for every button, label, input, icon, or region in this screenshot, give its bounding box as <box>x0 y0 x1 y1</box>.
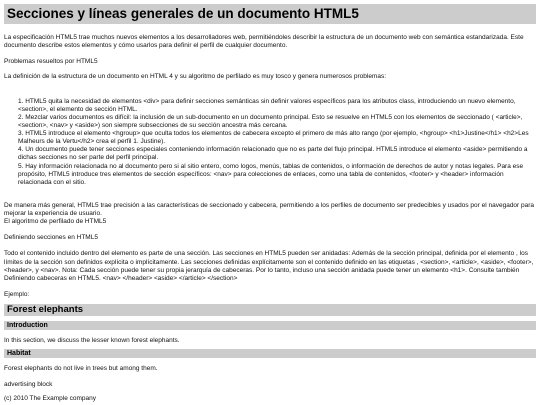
list-item: 3. HTML5 introduce el elemento <hgroup> que oculta todos los elementos de cabecera excepto el primero de más alto rango (por ejemplo, <hgroup> <h1>Justine</h1> <h2>Les Malheurs de la Vertu</h2> crea el perfil 1. Justine). <box>18 130 529 146</box>
example-label: Ejemplo: <box>4 290 30 298</box>
habitat-heading: Habitat <box>4 349 536 358</box>
habitat-text: Forest elephants do not live in trees but among them. <box>4 365 158 373</box>
algorithm-title: El algoritmo de perfilado de HTML5 <box>4 218 107 226</box>
issues-list <box>4 98 536 187</box>
list-item: 4. Un documento puede tener secciones especiales conteniendo información relacionado que no es parte del flujo principal. HTML5 introduce el elemento <aside> permitiendo a dichas secciones no ser parte del perfil principal. <box>18 146 528 162</box>
intro-paragraph: La especificación HTML5 trae muchos nuevos elementos a los desarrolladores web, permitiéndoles describir la estructura de un documento web con semántica estandarizada. Este documento describe estos elementos y cómo usarlos para definir el perfil de cualquier documento. <box>4 34 524 50</box>
advertising-block: advertising block <box>4 381 53 389</box>
definition-paragraph: La definición de la estructura de un documento en HTML 4 y su algoritmo de perfilado es muy tosco y genera numerosos problemas: <box>4 73 387 81</box>
general-paragraph: De manera más general, HTML5 trae precisión a las características de seccionado y cabecera, permitiendo a los perfiles de documento ser predecibles y usados por el navegador para mejorar la experiencia de usuario. <box>4 201 535 217</box>
list-item: 2. Mezclar varios documentos es difícil: la inclusión de un sub-documento en un documento principal. Esto se resuelve en HTML5 con los elementos de seccionado ( <article>, <section>, <nav> y <aside>) son siempre subsecciones de su sección ancestra más cercana. <box>18 113 523 129</box>
example-heading: Forest elephants <box>4 304 536 316</box>
defining-sections-title: Definiendo secciones en HTML5 <box>4 234 98 242</box>
problems-title: Problemas resueltos por HTML5 <box>4 58 98 66</box>
list-item: 1. HTML5 quita la necesidad de elementos <div> para definir secciones semánticas sin definir valores específicos para los atributos class, introduciendo un nuevo elemento, <section>, el elemento de sección HTML. <box>18 97 516 113</box>
introduction-heading: Introduction <box>4 321 536 330</box>
introduction-text: In this section, we discuss the lesser known forest elephants. <box>4 337 180 344</box>
page-title: Secciones y líneas generales de un documento HTML5 <box>4 4 536 24</box>
footer-text: (c) 2010 The Example company <box>4 395 97 403</box>
content-paragraph: Todo el contenido incluido dentro del elemento es parte de una sección. Las secciones en HTML5 pueden ser anidadas: Además de la sección principal, definida por el elemento , los límites de la sección son definidos explícita o implícitamente. Las secciones definidas explícitamente son el contenido definido en las etiquetas , <section>, <article>, <aside>, <footer>, <header>, y <nav>. Nota: Cada sección puede tener su propia jerarquía de cabeceras. Por lo tanto, incluso una sección anidada puede tener un elemento <h1>. Consulte también Definiendo cabeceras en HTML5. <nav> </header> <aside> </article> </section> <box>4 250 534 282</box>
list-item: 5. Hay información relacionada no al documento pero si al sitio entero, como logos, menús, tablas de contenidos, o información de derechos de autor y notas legales. Para ese propósito, HTML5 introduce tres elementos de sección específicos: <nav> para colecciones de enlaces, como una tabla de contenidos, <footer> y <header> información relacionada con el sitio. <box>18 162 524 186</box>
